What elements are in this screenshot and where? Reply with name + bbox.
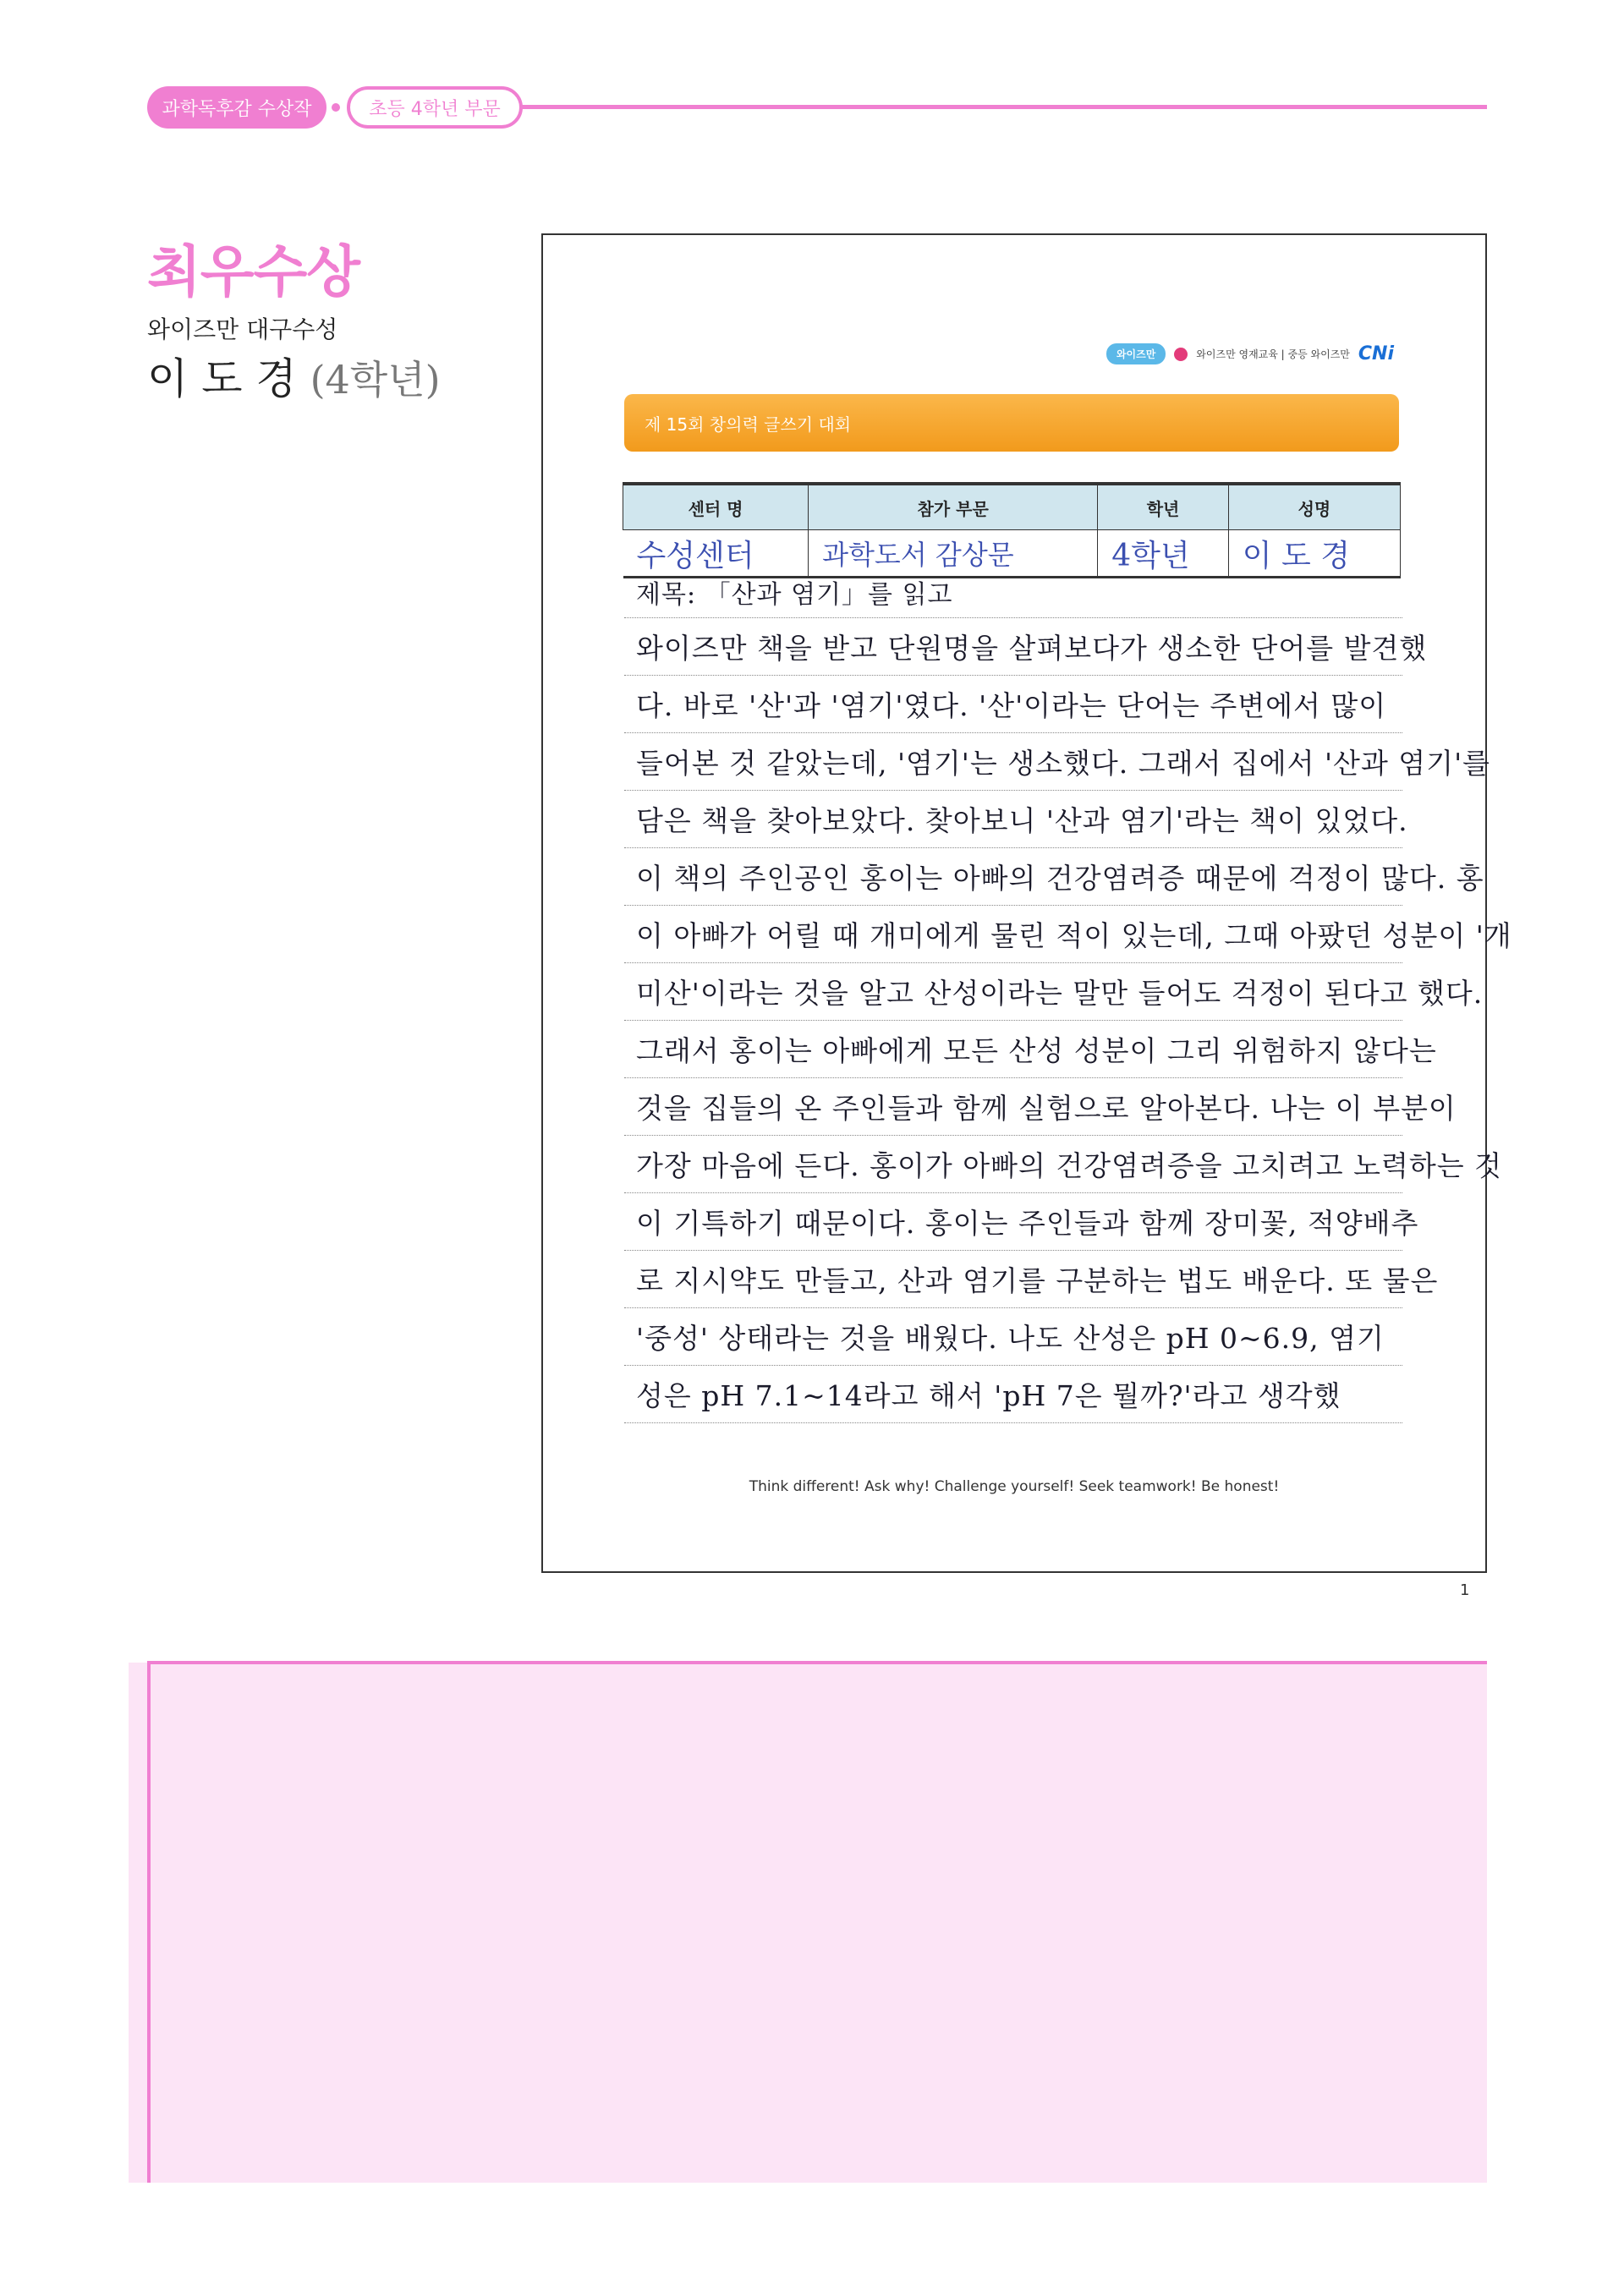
essay-line: 다. 바로 '산'과 '염기'였다. '산'이라는 단어는 주변에서 많이 — [624, 676, 1402, 733]
sheet-motto: Think different! Ask why! Challenge yourself! Seek teamwork! Be honest! — [749, 1478, 1280, 1495]
student-grade: (4학년) — [310, 357, 441, 403]
award-title: 최우수상 — [147, 239, 360, 304]
essay-line: 와이즈만 책을 받고 단원명을 살펴보다가 생소한 단어를 발견했 — [624, 618, 1402, 676]
header-center: 센터 명 — [623, 484, 809, 530]
header-name: 성명 — [1228, 484, 1400, 530]
essay-line: 미산'이라는 것을 알고 산성이라는 말만 들어도 걱정이 된다고 했다. — [624, 963, 1402, 1021]
tab-separator-dot — [332, 103, 340, 112]
essay-line: 이 책의 주인공인 홍이는 아빠의 건강염려증 때문에 걱정이 많다. 홍 — [624, 848, 1402, 906]
essay-line: 담은 책을 찾아보았다. 찾아보니 '산과 염기'라는 책이 있었다. — [624, 791, 1402, 848]
entry-info-table — [623, 482, 1401, 578]
essay-body — [624, 575, 1512, 1423]
value-center: 수성센터 — [623, 530, 809, 578]
value-name: 이 도 경 — [1228, 530, 1400, 578]
student-name: 이 도 경 — [147, 354, 297, 403]
bottom-panel — [129, 1663, 1487, 2183]
scanned-essay-sheet — [541, 233, 1512, 1573]
essay-line: 가장 마음에 든다. 홍이가 아빠의 건강염려증을 고치려고 노력하는 것 — [624, 1136, 1402, 1193]
brand-logo: 와이즈만 — [1106, 343, 1166, 364]
sheet-logos — [1106, 343, 1394, 364]
page-number: 1 — [1460, 1581, 1470, 1599]
header-rule — [521, 105, 1487, 109]
essay-line: 성은 pH 7.1~14라고 해서 'pH 7은 뭘까?'라고 생각했 — [624, 1366, 1402, 1423]
bottom-panel-left-rule — [147, 1661, 151, 2183]
essay-line: 것을 집들의 온 주인들과 함께 실험으로 알아본다. 나는 이 부분이 — [624, 1078, 1402, 1136]
header-category: 참가 부문 — [809, 484, 1098, 530]
category-tab: 과학독후감 수상작 — [147, 86, 326, 129]
student-name-line — [147, 345, 441, 406]
cni-logo: CNi — [1358, 343, 1394, 364]
header-grade: 학년 — [1098, 484, 1229, 530]
essay-line: 그래서 홍이는 아빠에게 모든 산성 성분이 그리 위험하지 않다는 — [624, 1021, 1402, 1078]
essay-line: 들어본 것 같았는데, '염기'는 생소했다. 그래서 집에서 '산과 염기'를 — [624, 733, 1402, 791]
essay-line: 로 지시약도 만들고, 산과 염기를 구분하는 법도 배운다. 또 물은 — [624, 1251, 1402, 1308]
essay-line: 이 기특하기 때문이다. 홍이는 주인들과 함께 장미꽃, 적양배추 — [624, 1193, 1402, 1251]
contest-banner: 제 15회 창의력 글쓰기 대회 — [624, 394, 1399, 452]
essay-title: 제목: 「산과 염기」를 읽고 — [624, 575, 1402, 618]
division-tab: 초등 4학년 부문 — [347, 86, 523, 129]
bottom-panel-top-rule — [147, 1661, 1487, 1664]
school-name: 와이즈만 대구수성 — [147, 315, 338, 343]
value-category: 과학도서 감상문 — [809, 530, 1098, 578]
brand-text: 와이즈만 영재교육 | 중등 와이즈만 — [1196, 348, 1350, 360]
flower-icon — [1174, 348, 1188, 361]
essay-line: 이 아빠가 어릴 때 개미에게 물린 적이 있는데, 그때 아팠던 성분이 '개 — [624, 906, 1402, 963]
essay-line: '중성' 상태라는 것을 배웠다. 나도 산성은 pH 0~6.9, 염기 — [624, 1308, 1402, 1366]
value-grade: 4학년 — [1098, 530, 1229, 578]
